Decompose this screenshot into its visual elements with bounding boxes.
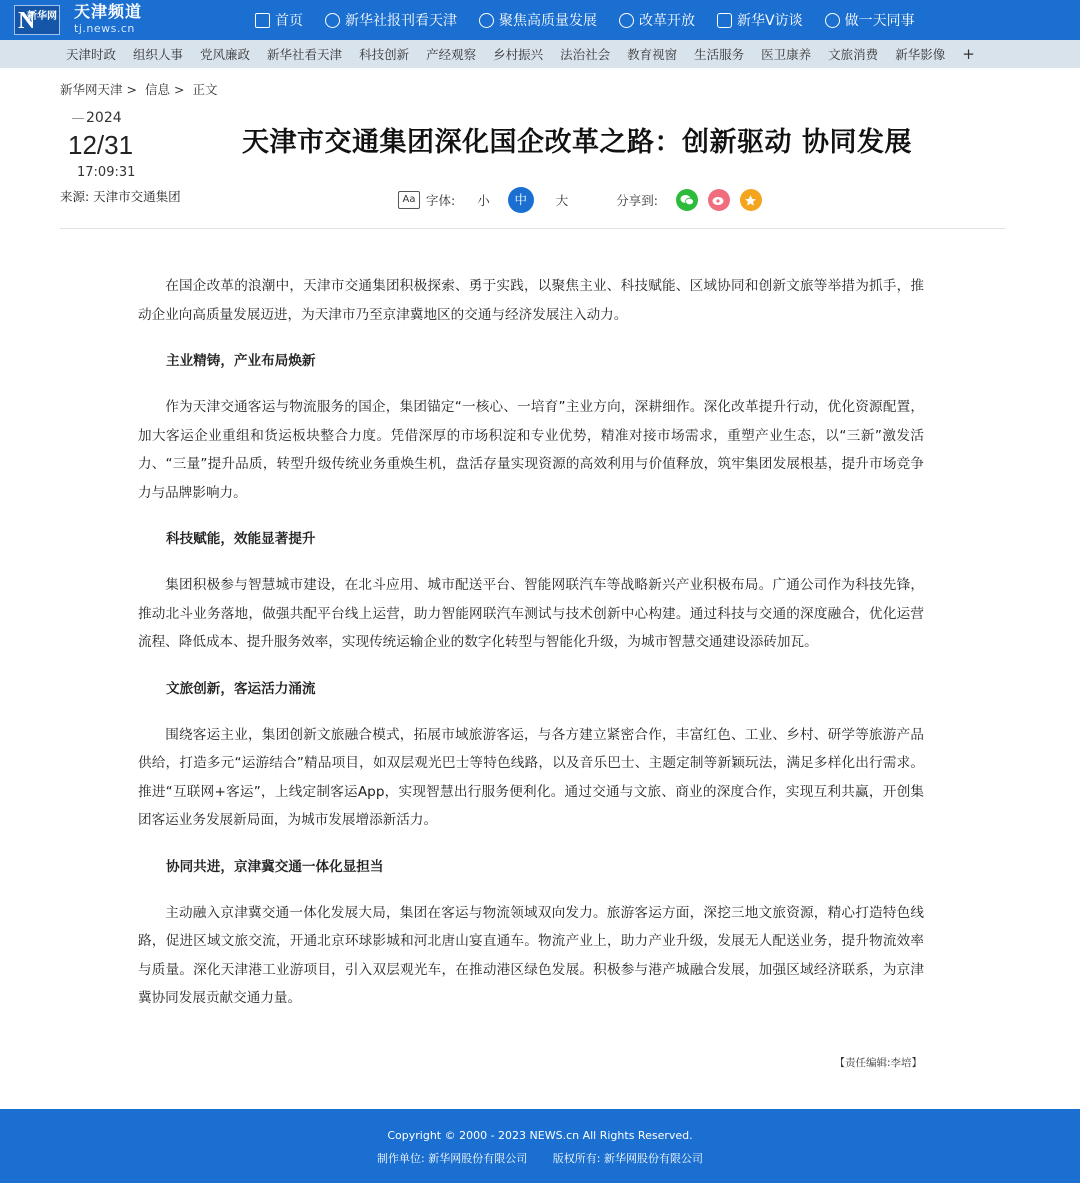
channel-link[interactable]: 产经观察 (426, 47, 477, 62)
font-large-button[interactable]: 大 (555, 193, 569, 208)
publish-date: 12/31 (68, 130, 134, 160)
article-source: 来源: 天津市交通集团 (60, 189, 181, 204)
font-label: 字体: (426, 193, 456, 208)
font-small-button[interactable]: 小 (477, 193, 490, 208)
article-tools (398, 186, 762, 214)
nav-v-interview[interactable]: 新华V访谈 (717, 10, 803, 30)
producer-text: 制作单位: 新华网股份有限公司 (377, 1152, 528, 1165)
nav-high-quality[interactable]: 聚焦高质量发展 (479, 10, 597, 30)
font-size-icon: Aa (398, 191, 420, 209)
target-icon (619, 13, 634, 28)
section-heading: 科技赋能，效能显著提升 (166, 531, 316, 547)
article-paragraph: 集团积极参与智慧城市建设，在北斗应用、城市配送平台、智能网联汽车等战略新兴产业积极布局。广通公司作为科技先锋，推动北斗业务落地，做强共配平台线上运营，助力智能网联汽车测试与技术创新中心构建。通过科技与交通的深度融合，优化运营流程、降低成本、提升服务效率，实现传统运输企业的数字化转型与智能化升级，为城市智慧交通建设添砖加瓦。 (138, 577, 924, 650)
nav-colleague[interactable]: 做一天同事 (825, 10, 915, 30)
article-paragraph: 在国企改革的浪潮中，天津市交通集团积极探索、勇于实践，以聚焦主业、科技赋能、区域协同和创新文旅等举措为抓手，推动企业向高质量发展迈进，为天津市乃至京津冀地区的交通与经济发展注入动力。 (138, 278, 924, 323)
article-paragraph: 作为天津交通客运与物流服务的国企，集团锚定“一核心、一培育”主业方向，深耕细作。深化改革提升行动，优化资源配置，加大客运企业重组和货运板块整合力度。凭借深厚的市场积淀和专业优势，精准对接市场需求，重塑产业生态，以“三新”激发活力、“三量”提升品质，转型升级传统业务重焕生机，盘活存量实现资源的高效利用与价值释放，筑牢集团发展根基，提升市场竞争力与品牌影响力。 (138, 399, 924, 501)
copyright-text: Copyright © 2000 - 2023 NEWS.cn All Rights Reserved. (387, 1129, 693, 1142)
favorite-star-icon[interactable] (740, 189, 762, 211)
wechat-share-icon[interactable] (676, 189, 698, 211)
article-title: 天津市交通集团深化国企改革之路：创新驱动 协同发展 (242, 127, 912, 158)
channel-link[interactable]: 法治社会 (560, 47, 611, 62)
breadcrumb-separator: > (174, 82, 185, 97)
nav-home[interactable]: 首页 (255, 10, 303, 30)
channel-domain: tj.news.cn (74, 21, 135, 35)
publish-time: 17:09:31 (77, 165, 136, 180)
article-paragraph: 主动融入京津冀交通一体化发展大局，集团在客运与物流领域双向发力。旅游客运方面，深挖三地文旅资源，精心打造特色线路，促进区域文旅交流，开通北京环球影城和河北唐山宴直通车。物流产业上，助力产业升级，发展无人配送业务，提升物流效率与质量。深化天津港工业游项目，引入双层观光车，在推动港区绿色发展。积极参与港产城融合发展，加强区域经济联系，为京津冀协同发展贡献交通力量。 (138, 904, 924, 1006)
header-divider (60, 228, 1006, 229)
weibo-share-icon[interactable] (708, 189, 730, 211)
globe-icon (325, 13, 340, 28)
channel-link[interactable]: 科技创新 (359, 47, 410, 62)
publish-year: 2024 (72, 110, 190, 126)
list-icon (825, 13, 840, 28)
channel-link[interactable]: 天津时政 (66, 47, 117, 62)
xinhua-logo-icon: N 新华网 (14, 5, 60, 35)
channel-name: 天津频道 (74, 1, 143, 21)
section-heading: 主业精铸，产业布局焕新 (166, 353, 316, 369)
channel-link[interactable]: 教育视窗 (627, 47, 678, 62)
channel-bar (0, 40, 1080, 68)
section-heading: 文旅创新，客运活力涌流 (166, 680, 316, 697)
channel-link[interactable]: 文旅消费 (828, 47, 879, 62)
owner-text: 版权所有: 新华网股份有限公司 (552, 1152, 703, 1165)
channel-link[interactable]: 新华影像 (895, 47, 946, 62)
breadcrumb (60, 80, 221, 98)
article-paragraph: 围绕客运主业，集团创新文旅融合模式，拓展市域旅游客运，与各方建立紧密合作，丰富红色、工业、乡村、研学等旅游产品供给，打造多元“运游结合”精品项目，如双层观光巴士等特色线路，以及音乐巴士、主题定制等新颖玩法，满足多样化出行需求。推进“互联网+客运”，上线定制客运App，实现智慧出行服务便利化。通过交通与文旅、商业的深度合作，实现互利共赢，开创集团客运业务发展新局面，为城市发展增添新活力。 (138, 726, 924, 828)
channel-link[interactable]: 生活服务 (694, 47, 745, 62)
article-meta (60, 110, 190, 205)
breadcrumb-section[interactable]: 信息 (144, 82, 170, 97)
share-label: 分享到: (616, 193, 658, 208)
site-logo[interactable] (14, 1, 244, 36)
home-icon (255, 13, 270, 28)
section-heading: 协同共进，京津冀交通一体化显担当 (166, 858, 384, 875)
channel-link[interactable]: 医卫康养 (761, 47, 812, 62)
nav-xinhua-press[interactable]: 新华社报刊看天津 (325, 10, 457, 30)
channel-link[interactable]: 新华社看天津 (267, 47, 343, 62)
breadcrumb-separator: > (126, 82, 137, 97)
channel-link[interactable]: 党风廉政 (200, 47, 251, 62)
article-body (138, 272, 924, 1031)
font-medium-button[interactable]: 中 (508, 187, 534, 213)
responsible-editor: 【责任编辑:李培】 (834, 1057, 922, 1069)
top-bar (0, 0, 1080, 40)
main-nav (255, 0, 937, 40)
channel-link[interactable]: 乡村振兴 (493, 47, 544, 62)
channel-link[interactable]: 组织人事 (133, 47, 184, 62)
breadcrumb-current: 正文 (192, 82, 218, 97)
nav-reform[interactable]: 改革开放 (619, 10, 695, 30)
breadcrumb-home[interactable]: 新华网天津 (60, 82, 123, 97)
page-footer (0, 1109, 1080, 1183)
more-channels-button[interactable]: + (962, 45, 975, 63)
star-burst-icon (479, 13, 494, 28)
tv-icon (717, 13, 732, 28)
